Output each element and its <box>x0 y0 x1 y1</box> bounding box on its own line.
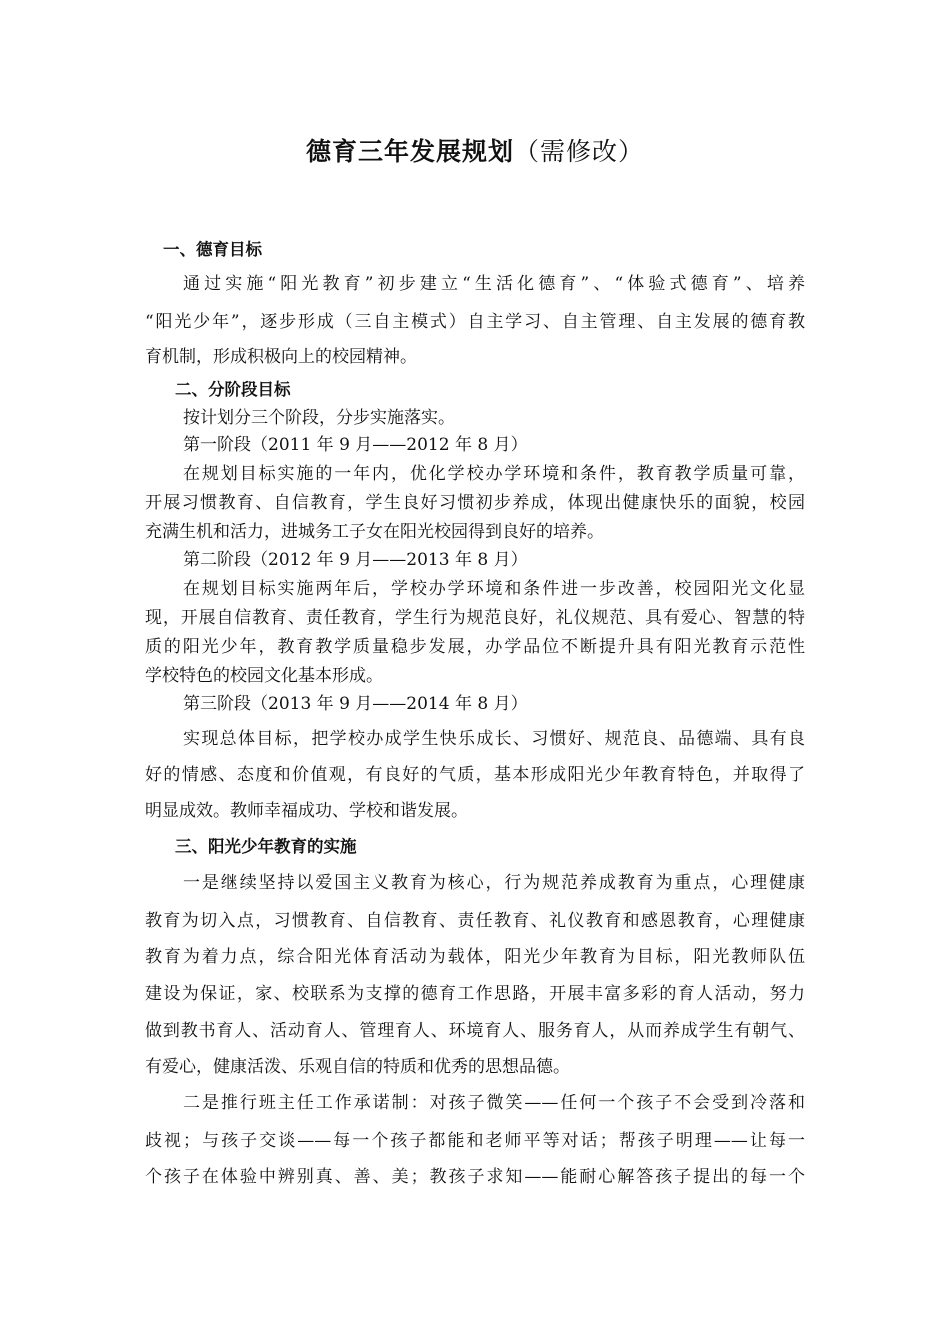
paragraph-line: 学校特色的校园文化基本形成。 <box>145 666 383 686</box>
paragraph-line: 质的阳光少年，教育教学质量稳步发展，办学品位不断提升具有阳光教育示范性 <box>145 637 805 657</box>
paragraph-line: 通过实施“阳光教育”初步建立“生活化德育”、“体验式德育”、培养 <box>183 274 805 294</box>
section-heading: 一、德育目标 <box>163 240 262 259</box>
paragraph-line: 按计划分三个阶段，分步实施落实。 <box>183 408 455 428</box>
title-main: 德育三年发展规划 <box>305 137 514 166</box>
paragraph-line: 做到教书育人、活动育人、管理育人、环境育人、服务育人，从而养成学生有朝气、 <box>145 1021 805 1041</box>
paragraph-line: 歧视；与孩子交谈——每一个孩子都能和老师平等对话；帮孩子明理——让每一 <box>145 1131 805 1151</box>
paragraph-line: 教育为着力点，综合阳光体育活动为载体，阳光少年教育为目标，阳光教师队伍 <box>145 947 805 967</box>
section-heading: 二、分阶段目标 <box>175 380 291 399</box>
stage-heading: 第三阶段（2013 年 9 月——2014 年 8 月） <box>183 694 528 714</box>
paragraph-line: 一是继续坚持以爱国主义教育为核心，行为规范养成教育为重点，心理健康 <box>183 873 805 893</box>
paragraph-line: 充满生机和活力，进城务工子女在阳光校园得到良好的培养。 <box>145 522 604 542</box>
paragraph-line: 实现总体目标，把学校办成学生快乐成长、习惯好、规范良、品德端、具有良 <box>183 729 805 749</box>
stage-heading: 第二阶段（2012 年 9 月——2013 年 8 月） <box>183 550 528 570</box>
paragraph-line: 建设为保证，家、校联系为支撑的德育工作思路，开展丰富多彩的育人活动，努力 <box>145 984 805 1004</box>
paragraph-line: 二是推行班主任工作承诺制：对孩子微笑——任何一个孩子不会受到冷落和 <box>183 1093 805 1113</box>
paragraph-line: 好的情感、态度和价值观，有良好的气质，基本形成阳光少年教育特色，并取得了 <box>145 765 805 785</box>
paragraph-line: 开展习惯教育、自信教育，学生良好习惯初步养成，体现出健康快乐的面貌，校园 <box>145 493 805 513</box>
section-heading: 三、阳光少年教育的实施 <box>175 837 357 856</box>
title-note: （需修改） <box>514 137 645 166</box>
paragraph-line: “阳光少年”，逐步形成（三自主模式）自主学习、自主管理、自主发展的德育教 <box>145 312 805 332</box>
paragraph-line: 教育为切入点，习惯教育、自信教育、责任教育、礼仪教育和感恩教育，心理健康 <box>145 911 805 931</box>
paragraph-line: 有爱心，健康活泼、乐观自信的特质和优秀的思想品德。 <box>145 1057 570 1077</box>
paragraph-line: 明显成效。教师幸福成功、学校和谐发展。 <box>145 801 468 821</box>
paragraph-line: 个孩子在体验中辨别真、善、美；教孩子求知——能耐心解答孩子提出的每一个 <box>145 1167 805 1187</box>
stage-heading: 第一阶段（2011 年 9 月——2012 年 8 月） <box>183 435 528 455</box>
page-title <box>0 132 950 168</box>
paragraph-line: 在规划目标实施的一年内，优化学校办学环境和条件，教育教学质量可靠， <box>183 464 805 484</box>
paragraph-line: 现，开展自信教育、责任教育，学生行为规范良好，礼仪规范、具有爱心、智慧的特 <box>145 608 805 628</box>
paragraph-line: 育机制，形成积极向上的校园精神。 <box>145 347 417 367</box>
paragraph-line: 在规划目标实施两年后，学校办学环境和条件进一步改善，校园阳光文化显 <box>183 579 805 599</box>
